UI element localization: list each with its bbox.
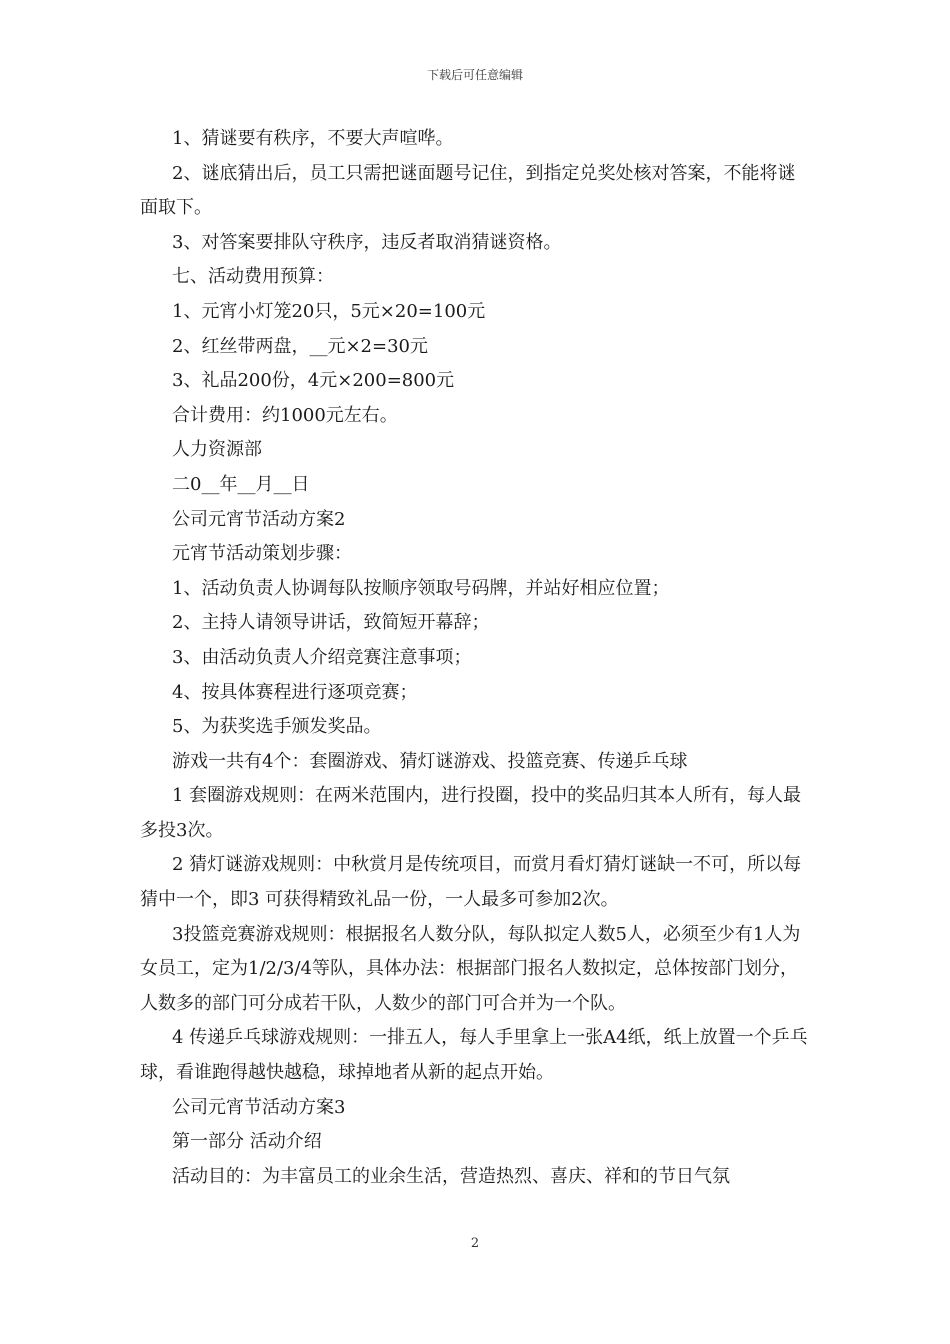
- paragraph: 2、红丝带两盘，__元×2=30元: [172, 335, 428, 357]
- section-title: 公司元宵节活动方案3: [172, 1096, 346, 1118]
- paragraph: 合计费用：约1000元左右。: [172, 404, 398, 426]
- paragraph: 元宵节活动策划步骤：: [172, 543, 352, 565]
- paragraph: 1 套圈游戏规则：在两米范围内，进行投圈，投中的奖品归其本人所有，每人最多投3次。: [140, 785, 802, 841]
- paragraph: 4、按具体赛程进行逐项竞赛；: [172, 681, 418, 703]
- section-heading: 第一部分 活动介绍: [172, 1131, 322, 1153]
- paragraph: 1、活动负责人协调每队按顺序领取号码牌，并站好相应位置；: [172, 577, 670, 599]
- signature-department: 人力资源部: [172, 439, 262, 461]
- section-title: 公司元宵节活动方案2: [172, 508, 346, 530]
- section-heading: 七、活动费用预算：: [172, 266, 334, 288]
- paragraph: 活动目的：为丰富员工的业余生活，营造热烈、喜庆、祥和的节日气氛: [172, 1165, 730, 1187]
- signature-date: 二0__年__月__日: [172, 473, 310, 495]
- paragraph: 3、礼品200份，4元×200=800元: [172, 370, 455, 392]
- paragraph: 2 猜灯谜游戏规则：中秋赏月是传统项目，而赏月看灯猜灯谜缺一不可，所以每猜中一个，即3 可获得精致礼品一份，一人最多可参加2次。: [140, 854, 802, 911]
- paragraph: 1、元宵小灯笼20只，5元×20=100元: [172, 300, 486, 322]
- paragraph: 2、主持人请领导讲话，致简短开幕辞；: [172, 612, 490, 634]
- paragraph: 3投篮竞赛游戏规则：根据报名人数分队，每队拟定人数5人，必须至少有1人为女员工，定为1/2/3/4等队，具体办法：根据部门报名人数拟定，总体按部门划分，人数多的部门可分成若干队，人数少的部门可合并为一个队。: [140, 923, 801, 1014]
- paragraph: 2、谜底猜出后，员工只需把谜面题号记住，到指定兑奖处核对答案，不能将谜面取下。: [140, 162, 796, 219]
- paragraph: 4 传递乒乓球游戏规则：一排五人，每人手里拿上一张A4纸，纸上放置一个乒乓球，看谁跑得越快越稳，球掉地者从新的起点开始。: [140, 1027, 808, 1084]
- paragraph: 5、为获奖选手颁发奖品。: [172, 716, 382, 738]
- document-body: [140, 122, 812, 1194]
- paragraph: 3、对答案要排队守秩序，违反者取消猜谜资格。: [172, 231, 562, 253]
- page-header: 下载后可任意编辑: [426, 68, 523, 82]
- paragraph: 3、由活动负责人介绍竞赛注意事项；: [172, 646, 472, 668]
- paragraph: 1、猜谜要有秩序，不要大声喧哗。: [172, 128, 454, 149]
- paragraph: 游戏一共有4个：套圈游戏、猜灯谜游戏、投篮竞赛、传递乒乓球: [172, 750, 688, 772]
- page-number: 2: [470, 1236, 480, 1251]
